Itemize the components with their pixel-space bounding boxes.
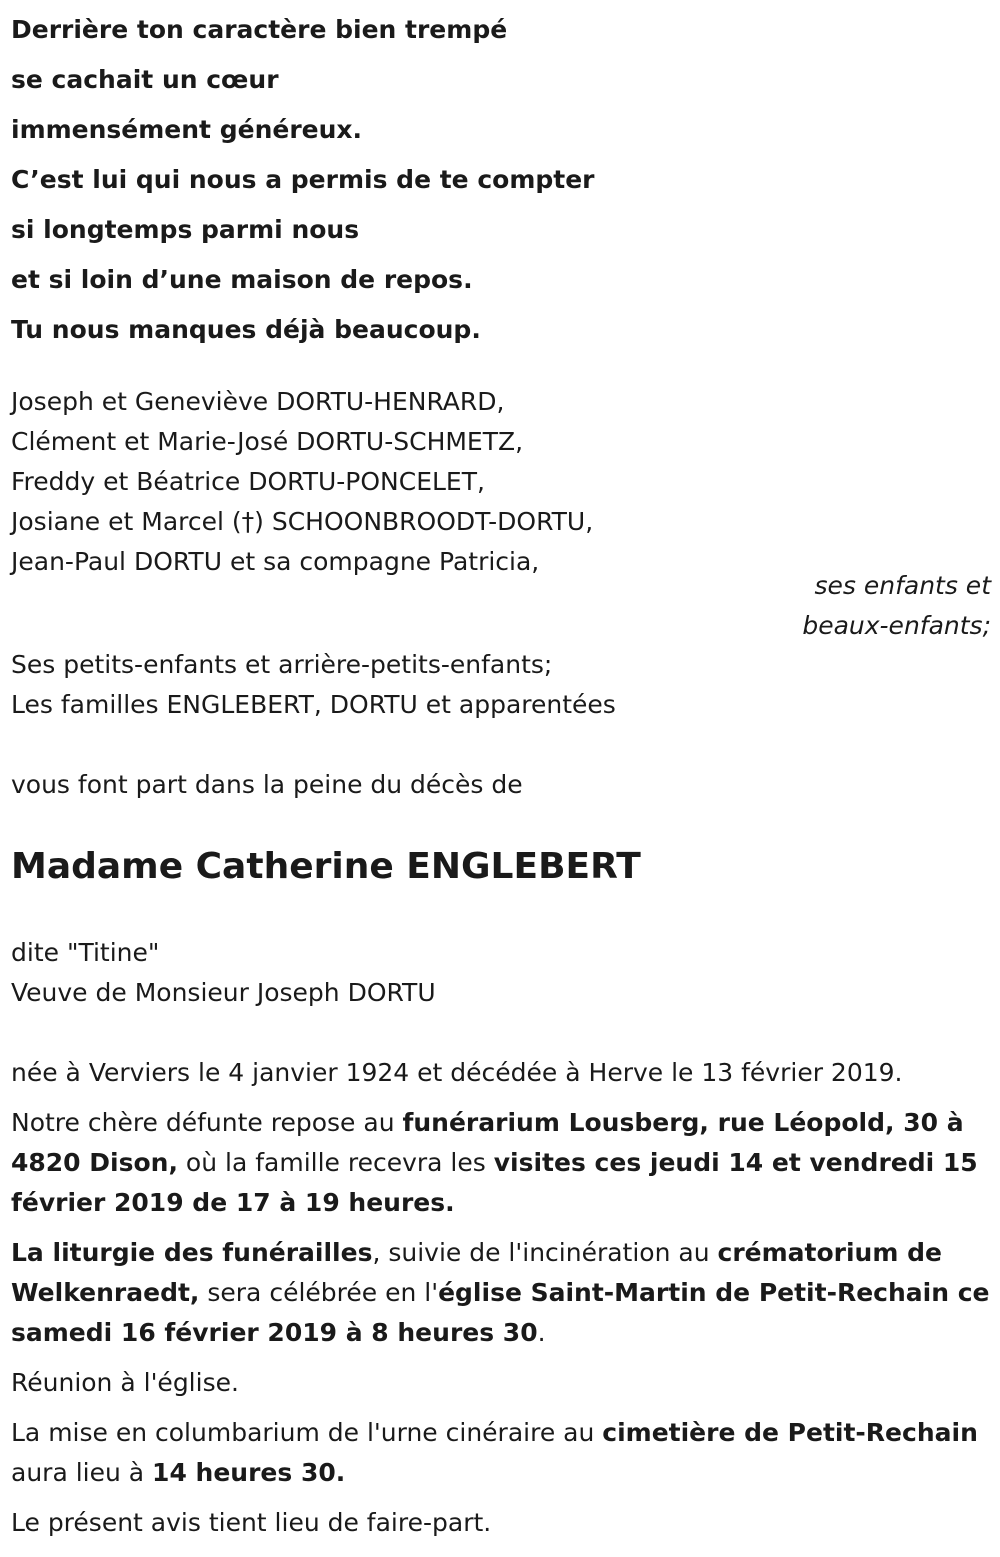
notice-line: Le présent avis tient lieu de faire-part. (11, 1508, 492, 1537)
columbarium-text: La mise en columbarium de l'urne cinéraire au (11, 1418, 603, 1447)
columbarium-text: aura lieu à (11, 1458, 153, 1487)
child-entry: Freddy et Béatrice DORTU-PONCELET, (11, 467, 485, 496)
widow-of: Veuve de Monsieur Joseph DORTU (11, 978, 436, 1007)
cemetery: cimetière de Petit-Rechain (602, 1418, 978, 1447)
children-label-line1: ses enfants et (814, 571, 991, 600)
extended-family (11, 645, 616, 725)
funeral-details (11, 1053, 991, 1553)
poem-line: Tu nous manques déjà beaucoup. (11, 315, 481, 344)
meeting-line: Réunion à l'église. (11, 1368, 239, 1397)
poem-line: et si loin d’une maison de repos. (11, 265, 473, 294)
liturgy-text: sera célébrée en l' (199, 1278, 439, 1307)
deceased-name: Madame Catherine ENGLEBERT (11, 846, 641, 887)
grandchildren-line: Ses petits-enfants et arrière-petits-enfants; (11, 650, 553, 679)
poem-line: Derrière ton caractère bien trempé (11, 15, 508, 44)
rest-text: Notre chère défunte repose au (11, 1108, 403, 1137)
poem-line: immensément généreux. (11, 115, 363, 144)
church-date: église Saint-Martin de Petit-Rechain ce samedi 16 février 2019 à 8 heures 30 (11, 1278, 990, 1347)
rest-paragraph (11, 1103, 991, 1223)
rest-text: où la famille recevra les (177, 1148, 494, 1177)
crematorium: crématorium de Welkenraedt, (11, 1238, 942, 1307)
liturgy-title: La liturgie des funérailles (11, 1238, 373, 1267)
children-list (11, 382, 593, 582)
visiting-hours: visites ces jeudi 14 et vendredi 15 février 2019 de 17 à 19 heures. (11, 1148, 978, 1217)
families-line: Les familles ENGLEBERT, DORTU et apparentées (11, 690, 616, 719)
children-label (802, 566, 991, 646)
nickname: dite "Titine" (11, 938, 160, 967)
columbarium-time: 14 heures 30. (152, 1458, 346, 1487)
poem-line: si longtemps parmi nous (11, 215, 360, 244)
child-entry: Joseph et Geneviève DORTU-HENRARD, (11, 387, 505, 416)
child-entry: Josiane et Marcel (†) SCHOONBROODT-DORTU, (11, 507, 594, 536)
poem-line: se cachait un cœur (11, 65, 279, 94)
columbarium-paragraph (11, 1413, 991, 1493)
liturgy-period: . (537, 1318, 546, 1347)
poem-line: C’est lui qui nous a permis de te compter (11, 165, 595, 194)
deceased-aka (11, 933, 436, 1013)
funeral-home: funérarium Lousberg, rue Léopold, 30 à 4820 Dison, (11, 1108, 964, 1177)
announcement-intro: vous font part dans la peine du décès de (11, 770, 523, 799)
children-label-line2: beaux-enfants; (802, 611, 991, 640)
birth-death-line: née à Verviers le 4 janvier 1924 et décédée à Herve le 13 février 2019. (11, 1058, 903, 1087)
liturgy-paragraph (11, 1233, 991, 1353)
child-entry: Clément et Marie-José DORTU-SCHMETZ, (11, 427, 524, 456)
liturgy-text: , suivie de l'incinération au (372, 1238, 718, 1267)
child-entry: Jean-Paul DORTU et sa compagne Patricia, (11, 547, 540, 576)
poem (11, 5, 595, 355)
